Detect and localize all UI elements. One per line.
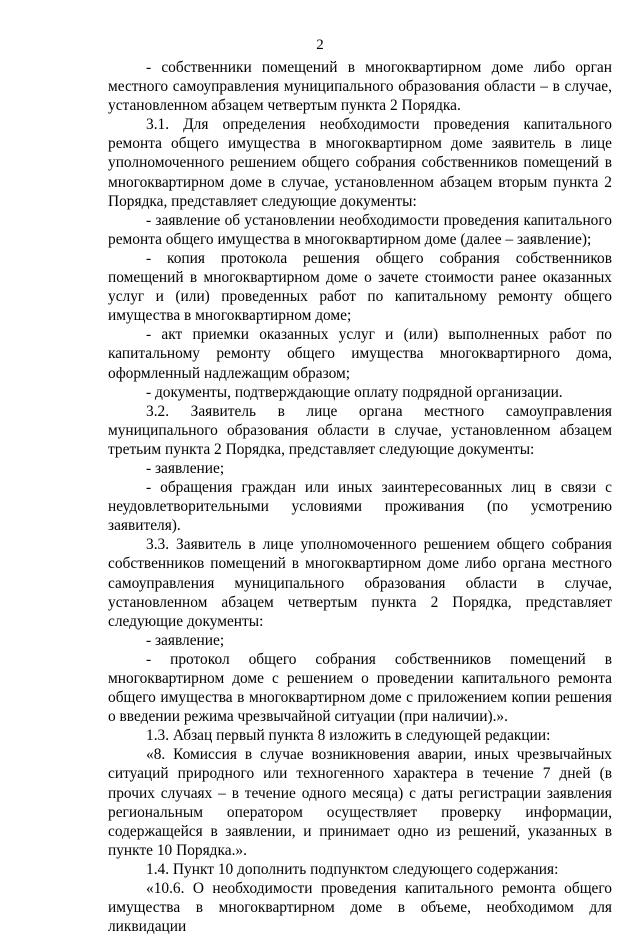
paragraph: - акт приемки оказанных услуг и (или) выполненных работ по капитальному ремонту общего имущества многоквартирного дома, оформленный надлежащим образом; — [108, 326, 612, 382]
paragraph: 3.1. Для определения необходимости проведения капитального ремонта общего имущества в многоквартирном доме заявитель в лице уполномоченного решением общего собрания собственников помещений в многоквартирном доме в случае, установленном абзацем вторым пункта 2 Порядка, представляет следующие документы: — [108, 116, 612, 210]
paragraph: 3.3. Заявитель в лице уполномоченного решением общего собрания собственников помещений в многоквартирном доме либо органа местного самоуправления муниципального образования области в случае, установленном абзацем четвертым пункта 2 Порядка, представляет следующие документы: — [108, 536, 612, 630]
paragraph: 1.3. Абзац первый пункта 8 изложить в следующей редакции: — [146, 727, 551, 745]
paragraph: «10.6. О необходимости проведения капитального ремонта общего имущества в многоквартирном доме в объеме, необходимом для ликвидации — [108, 880, 612, 936]
paragraph: - обращения граждан или иных заинтересованных лиц в связи с неудовлетворительными условиями проживания (по усмотрению заявителя). — [108, 479, 612, 535]
paragraph: 3.2. Заявитель в лице органа местного самоуправления муниципального образования области в случае, установленном абзацем третьим пункта 2 Порядка, представляет следующие документы: — [108, 402, 612, 458]
paragraph: - заявление об установлении необходимости проведения капитального ремонта общего имущества в многоквартирном доме (далее – заявление); — [108, 211, 612, 248]
paragraph: - заявление; — [146, 631, 225, 649]
document-body — [108, 58, 612, 936]
paragraph: 1.4. Пункт 10 дополнить подпунктом следующего содержания: — [146, 860, 559, 878]
paragraph: «8. Комиссия в случае возникновения аварии, иных чрезвычайных ситуаций природного или техногенного характера в течение 7 дней (в прочих случаях – в течение одного месяца) с даты регистрации заявления региональным оператором осуществляет проверку информации, содержащейся в заявлении, и принимает одно из решений, указанных в пункте 10 Порядка.». — [108, 746, 612, 859]
paragraph: - документы, подтверждающие оплату подрядной организации. — [146, 383, 563, 401]
paragraph: - протокол общего собрания собственников помещений в многоквартирном доме с решением о проведении капитального ремонта общего имущества в многоквартирном доме с приложением копии решения о введении режима чрезвычайной ситуации (при наличии).». — [108, 650, 612, 726]
paragraph: - копия протокола решения общего собрания собственников помещений в многоквартирном доме о зачете стоимости ранее оказанных услуг и (или) проведенных работ по капитальному ремонту общего имущества в многоквартирном доме; — [108, 249, 612, 325]
paragraph: - заявление; — [146, 459, 225, 477]
page-number: 2 — [316, 37, 324, 53]
paragraph: - собственники помещений в многоквартирном доме либо орган местного самоуправления муниципального образования области – в случае, установленном абзацем четвертым пункта 2 Порядка. — [108, 59, 612, 115]
